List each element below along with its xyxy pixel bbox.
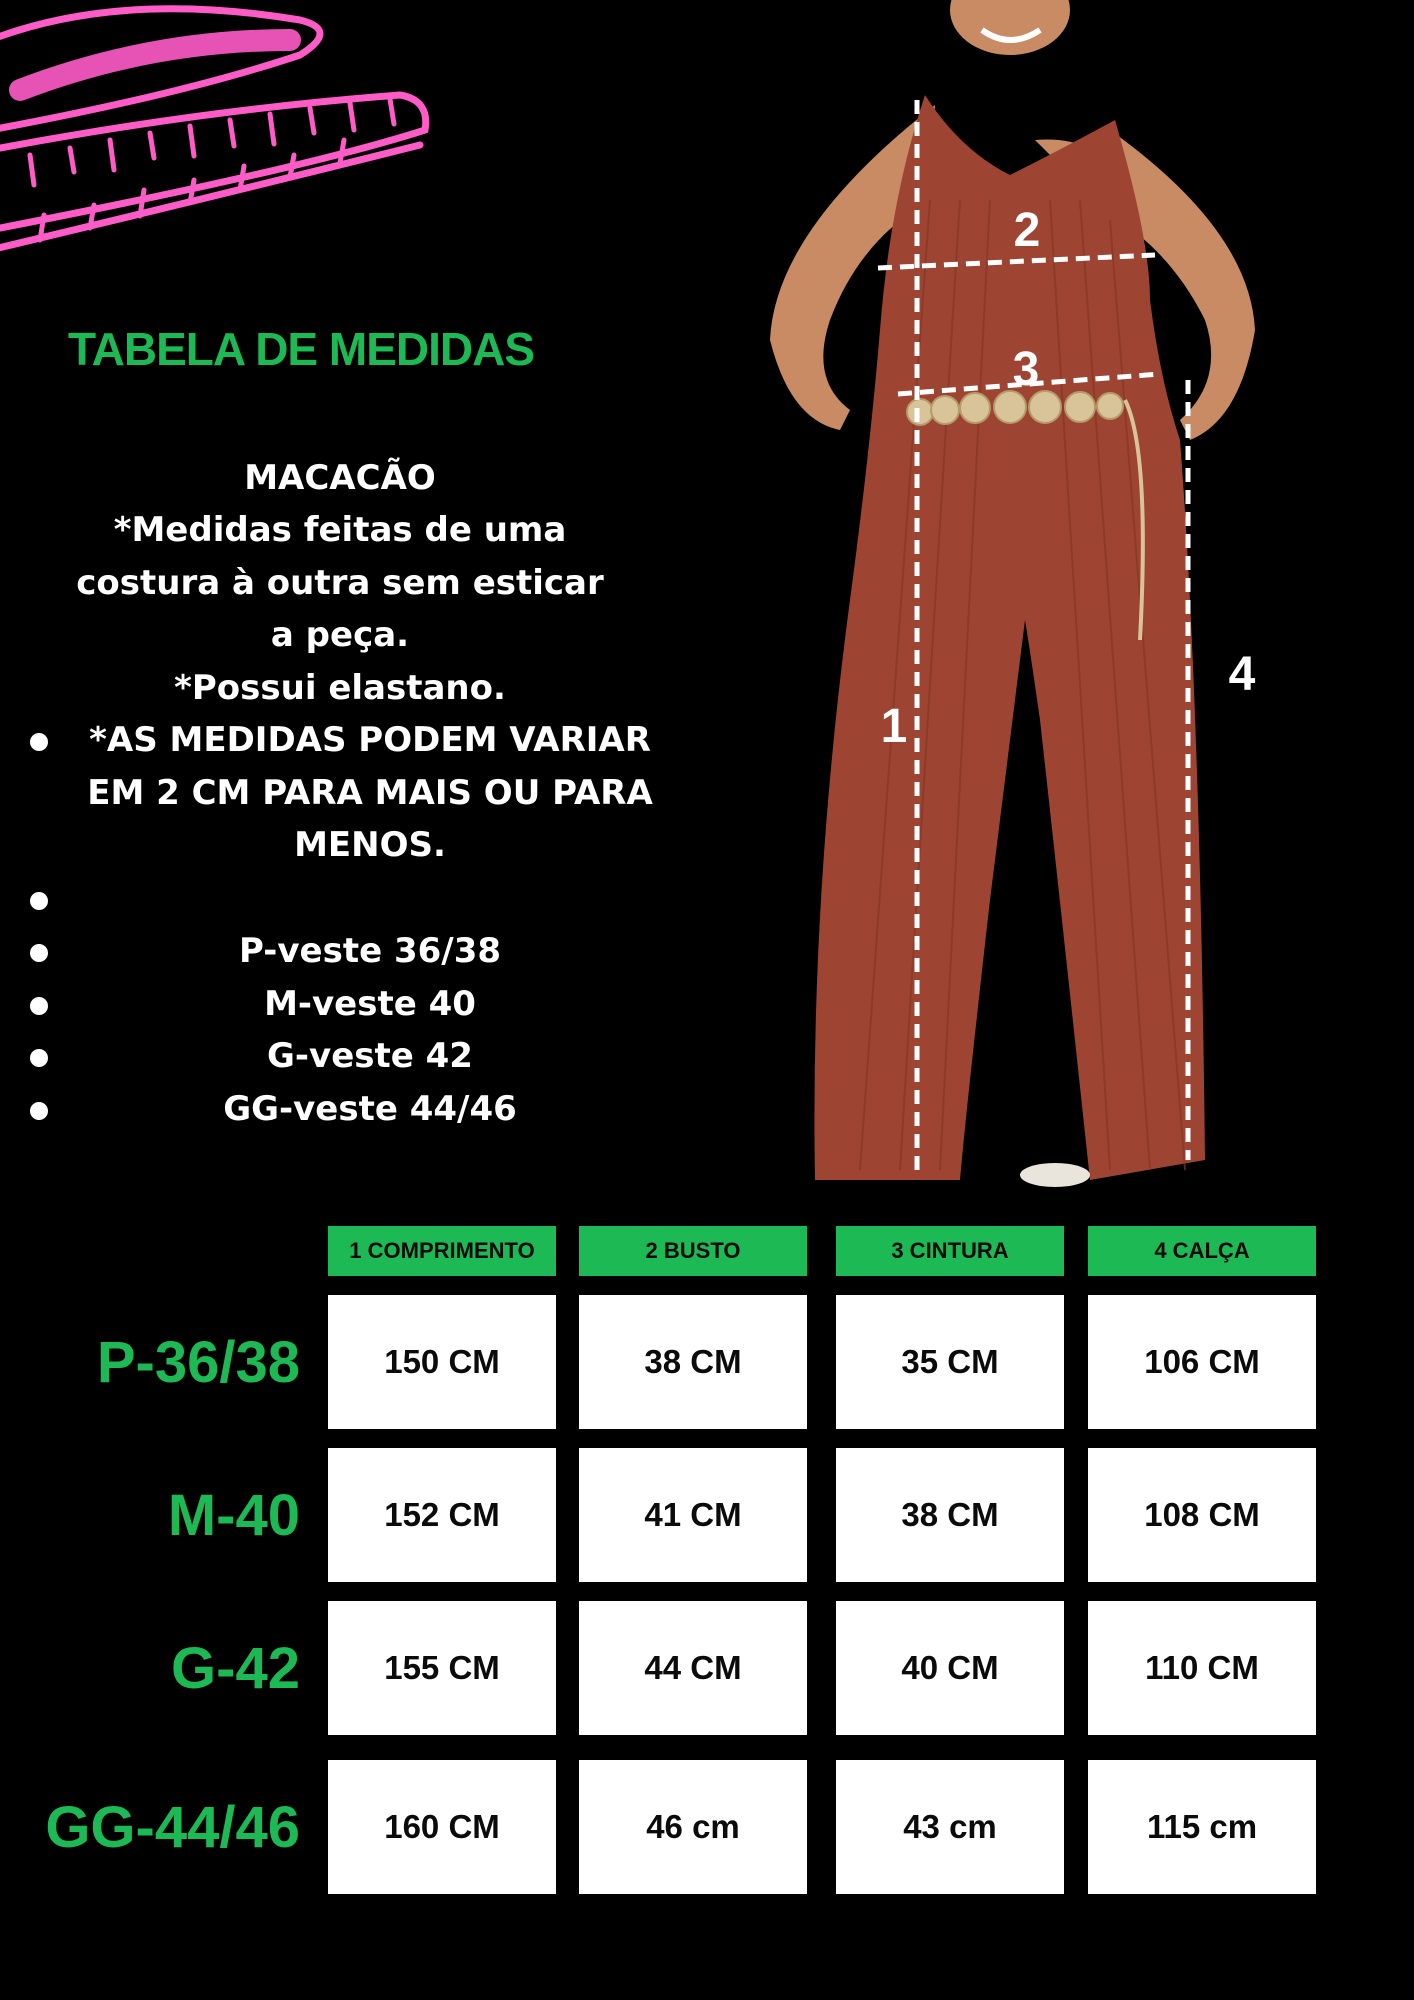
size-label: G-42 <box>171 1635 300 1701</box>
measure-mark-2: 2 <box>1013 204 1041 257</box>
table-cell: 38 CM <box>579 1295 807 1429</box>
notice-line: MENOS. <box>294 825 446 865</box>
size-label: P-36/38 <box>96 1329 300 1395</box>
size-guide-item: G-veste 42 <box>267 1036 473 1076</box>
column-header-length: 1 COMPRIMENTO <box>328 1226 556 1276</box>
measure-mark-4: 4 <box>1228 648 1256 701</box>
info-line: costura à outra sem esticar <box>76 563 604 603</box>
table-cell: 155 CM <box>328 1601 556 1735</box>
info-line: *Possui elastano. <box>174 668 506 708</box>
size-label: GG-44/46 <box>45 1794 300 1860</box>
table-cell: 35 CM <box>836 1295 1064 1429</box>
size-guide-item: GG-veste 44/46 <box>223 1089 517 1129</box>
table-cell: 43 cm <box>836 1760 1064 1894</box>
info-line: a peça. <box>270 615 410 655</box>
notice-line: *AS MEDIDAS PODEM VARIAR <box>89 720 651 760</box>
table-cell: 115 cm <box>1088 1760 1316 1894</box>
notice-line: EM 2 CM PARA MAIS OU PARA <box>87 773 653 813</box>
measure-mark-3: 3 <box>1012 343 1040 396</box>
table-cell: 150 CM <box>328 1295 556 1429</box>
table-cell: 41 CM <box>579 1448 807 1582</box>
table-cell: 44 CM <box>579 1601 807 1735</box>
column-header-waist: 3 CINTURA <box>836 1226 1064 1276</box>
size-label: M-40 <box>167 1482 300 1548</box>
table-cell: 160 CM <box>328 1760 556 1894</box>
column-header-pants: 4 CALÇA <box>1088 1226 1316 1276</box>
measure-mark-1: 1 <box>880 700 908 753</box>
page-title: TABELA DE MEDIDAS <box>68 323 534 375</box>
table-cell: 106 CM <box>1088 1295 1316 1429</box>
column-header-bust: 2 BUSTO <box>579 1226 807 1276</box>
size-guide-item: M-veste 40 <box>264 984 476 1024</box>
table-cell: 152 CM <box>328 1448 556 1582</box>
info-line: *Medidas feitas de uma <box>113 510 567 550</box>
table-cell: 108 CM <box>1088 1448 1316 1582</box>
table-cell: 110 CM <box>1088 1601 1316 1735</box>
size-guide-item: P-veste 36/38 <box>238 931 502 971</box>
table-cell: 46 cm <box>579 1760 807 1894</box>
info-line: MACACÃO <box>244 458 436 498</box>
table-cell: 40 CM <box>836 1601 1064 1735</box>
table-cell: 38 CM <box>836 1448 1064 1582</box>
